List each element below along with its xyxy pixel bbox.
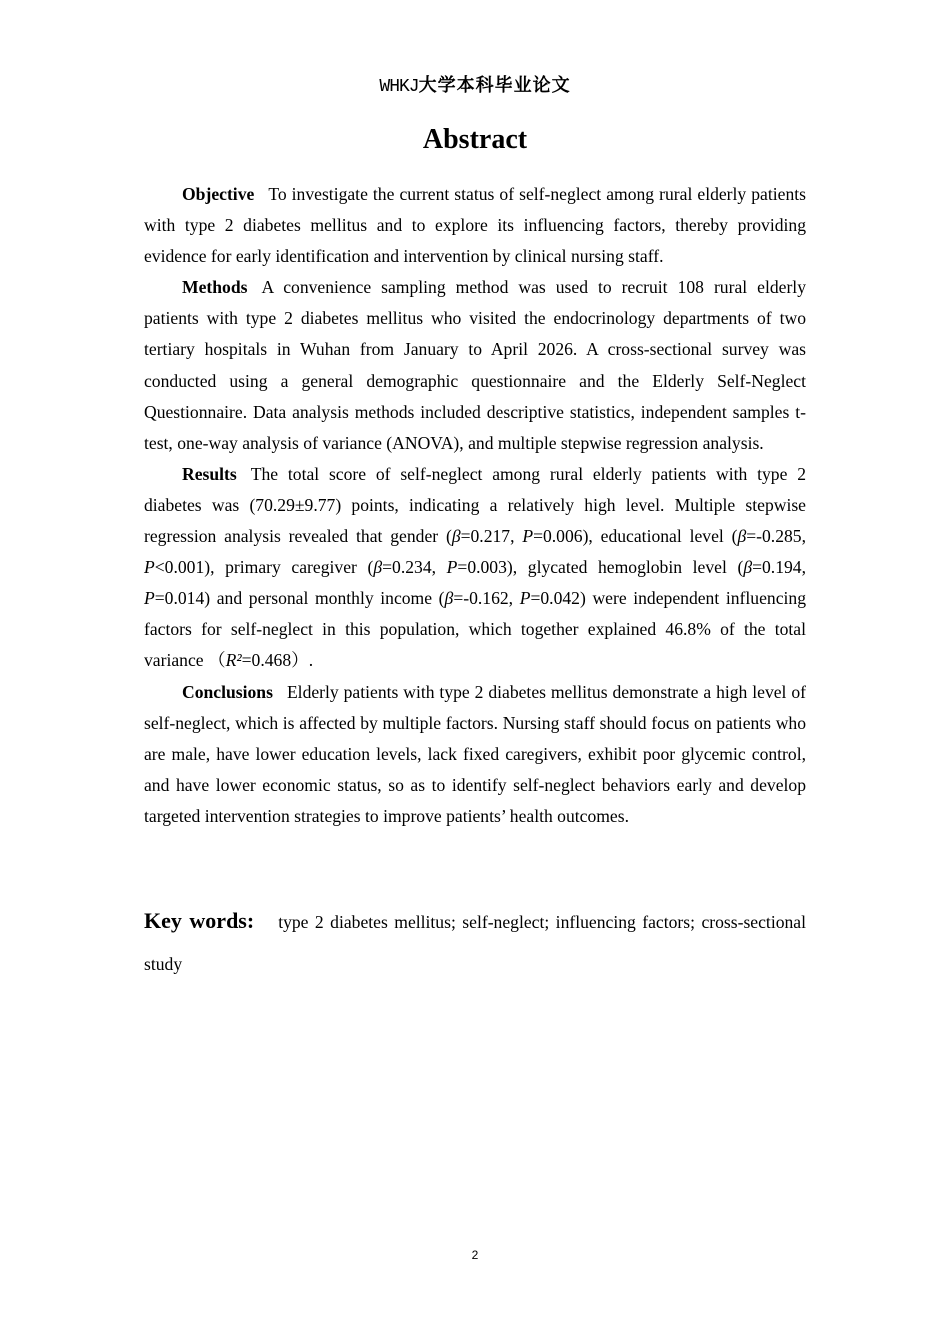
- conclusions-paragraph: [144, 677, 806, 832]
- education-p: <0.001), primary caregiver (: [154, 557, 374, 578]
- page-number: 2: [471, 1248, 479, 1262]
- r-squared-value: =0.468）.: [241, 650, 314, 671]
- results-label: Results: [182, 463, 237, 484]
- objective-paragraph: [144, 179, 806, 272]
- keywords-label: Key words:: [144, 908, 255, 933]
- income-p: =0.042) were independent influencing factors for self-neglect in this population, which together explained 46.8% of the total variance （: [144, 588, 806, 671]
- conclusions-label: Conclusions: [182, 681, 273, 702]
- beta-symbol: β: [444, 588, 454, 609]
- p-symbol: P: [522, 526, 534, 547]
- methods-paragraph: [144, 272, 806, 459]
- abstract-body: [144, 179, 806, 832]
- caregiver-p: =0.003), glycated hemoglobin level (: [457, 557, 744, 578]
- keywords-text: type 2 diabetes mellitus; self-neglect; influencing factors; cross-sectional study: [144, 912, 806, 974]
- p-symbol: P: [144, 557, 155, 578]
- beta-symbol: β: [451, 526, 461, 547]
- methods-label: Methods: [182, 277, 248, 298]
- running-header-thesis-label: 大学本科毕业论文: [418, 75, 571, 96]
- conclusions-text: Elderly patients with type 2 diabetes mellitus demonstrate a high level of self-neglect, which is affected by multiple factors. Nursing staff should focus on patients who are male, have lower education levels, lack fixed caregivers, exhibit poor glycemic control, and have lower economic status, so as to identify self-neglect behaviors early and develop targeted intervention strategies to improve patients’ health outcomes.: [144, 681, 806, 826]
- methods-text: A convenience sampling method was used to recruit 108 rural elderly patients with type 2 diabetes mellitus who visited the endocrinology departments of two tertiary hospitals in Wuhan from January to April 2026. A cross-sectional survey was conducted using a general demographic questionnaire and the Elderly Self-Neglect Questionnaire. Data analysis methods included descriptive statistics, independent samples t-test, one-way analysis of variance (ANOVA), and multiple stepwise regression analysis.: [144, 277, 806, 453]
- keywords-line: [144, 900, 806, 985]
- hba1c-p: =0.014) and personal monthly income (: [154, 588, 445, 609]
- gender-beta: =0.217,: [460, 526, 523, 547]
- objective-text: To investigate the current status of self-neglect among rural elderly patients with type 2 diabetes mellitus and to explore its influencing factors, thereby providing evidence for early identification and intervention by clinical nursing staff.: [144, 184, 806, 267]
- education-beta: =-0.285,: [746, 526, 806, 547]
- r-squared-symbol: R²: [225, 650, 242, 671]
- beta-symbol: β: [743, 557, 753, 578]
- p-symbol: P: [519, 588, 531, 609]
- beta-symbol: β: [737, 526, 747, 547]
- caregiver-beta: =0.234,: [382, 557, 447, 578]
- results-paragraph: [144, 459, 806, 677]
- income-beta: =-0.162,: [453, 588, 520, 609]
- running-header-school-code: WHKJ: [379, 77, 419, 97]
- abstract-title: Abstract: [422, 124, 528, 155]
- beta-symbol: β: [373, 557, 383, 578]
- gender-p: =0.006), educational level (: [533, 526, 738, 547]
- hba1c-beta: =0.194,: [752, 557, 806, 578]
- p-symbol: P: [446, 557, 458, 578]
- p-symbol: P: [144, 588, 155, 609]
- running-header: [0, 74, 950, 99]
- results-text-intro: The total score of self-neglect among rural elderly patients with type 2 diabetes was (70.29±9.77) points, indicating a relatively high level. Multiple stepwise regression analysis revealed that gender (: [144, 463, 806, 547]
- objective-label: Objective: [182, 184, 255, 204]
